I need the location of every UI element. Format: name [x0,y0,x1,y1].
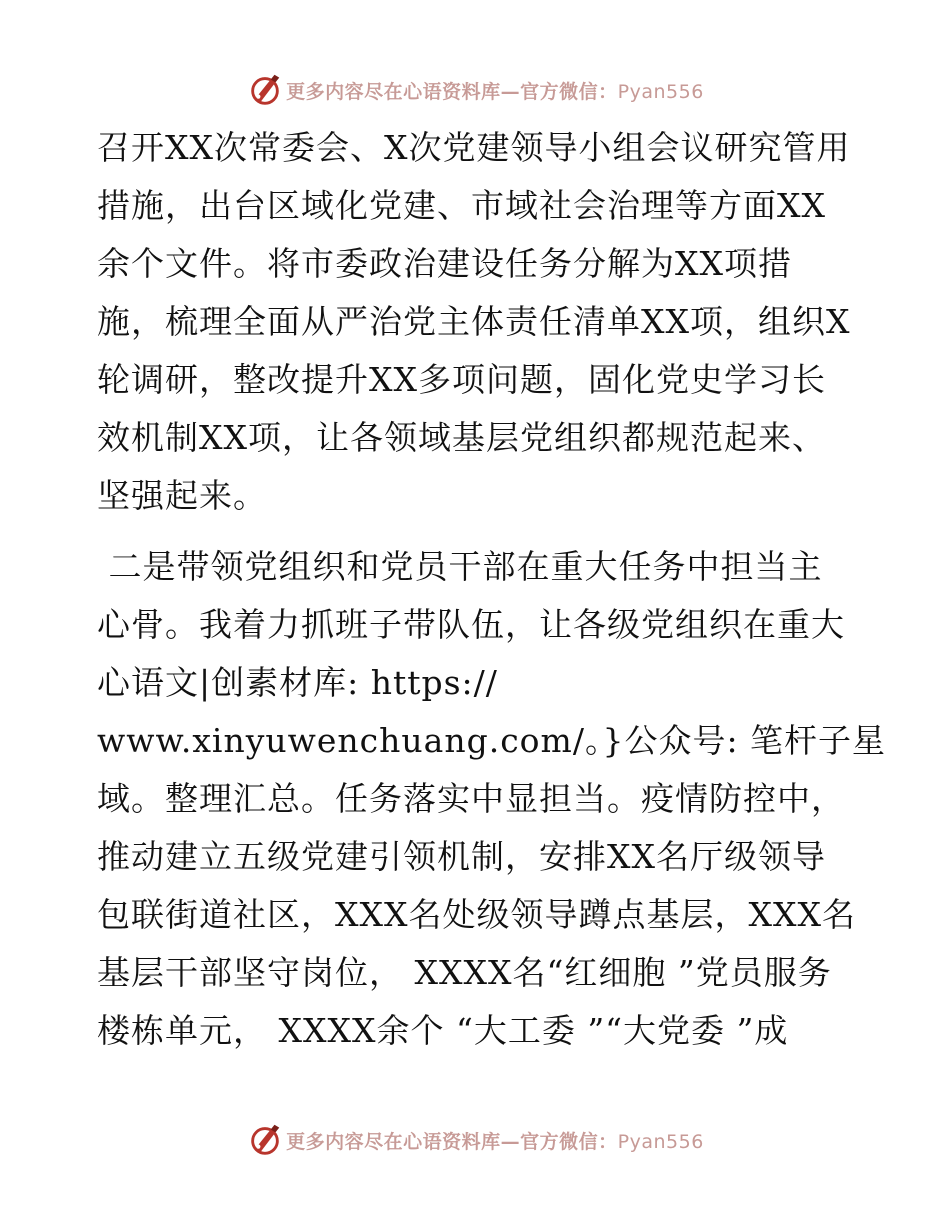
text-line: 基层干部坚守岗位， XXXX名“红细胞 ”党员服务 [97,953,832,992]
text-line: 措施，出台区域化党建、市域社会治理等方面XX [97,186,826,225]
text-line: 轮调研，整改提升XX多项问题，固化党史学习长 [97,360,826,399]
text-line: 楼栋单元， XXXX余个 “大工委 ”“大党委 ”成 [97,1011,789,1050]
text-line: 心语文|创素材库: https:// [97,663,498,702]
pen-logo-icon [246,71,284,109]
text-line: 二是带领党组织和党员干部在重大任务中担当主 [97,547,823,586]
watermark-wechat-id: Pyan556 [617,1130,704,1153]
text-line: 域。整理汇总。任务落实中显担当。疫情防控中， [97,779,845,818]
text-line: 效机制XX项，让各领域基层党组织都规范起来、 [97,418,826,457]
pen-logo-icon [246,1121,284,1159]
watermark-label: 更多内容尽在心语资料库—官方微信： [286,80,618,103]
footer-watermark [0,1120,950,1160]
text-line: 施，梳理全面从严治党主体责任清单XX项，组织X [97,302,851,341]
text-line: 余个文件。将市委政治建设任务分解为XX项措 [97,244,792,283]
text-line: 召开XX次常委会、X次党建领导小组会议研究管用 [97,128,851,167]
paragraph [97,119,857,525]
watermark-text [286,1127,704,1154]
text-line: 包联街道社区，XXX名处级领导蹲点基层，XXX名 [97,895,856,934]
text-line: www.xinyuwenchuang.com/。}公众号: 笔杆子星 [97,721,887,760]
paragraph [97,538,887,1060]
watermark-text [286,77,704,104]
watermark-label: 更多内容尽在心语资料库—官方微信： [286,1130,618,1153]
paragraph-spacer [97,525,857,538]
text-line: 心骨。我着力抓班子带队伍，让各级党组织在重大 [97,605,845,644]
watermark-wechat-id: Pyan556 [617,80,704,103]
text-line: 坚强起来。 [97,476,267,515]
header-watermark [0,70,950,110]
text-line: 推动建立五级党建引领机制，安排XX名厅级领导 [97,837,826,876]
document-body [97,119,887,1060]
